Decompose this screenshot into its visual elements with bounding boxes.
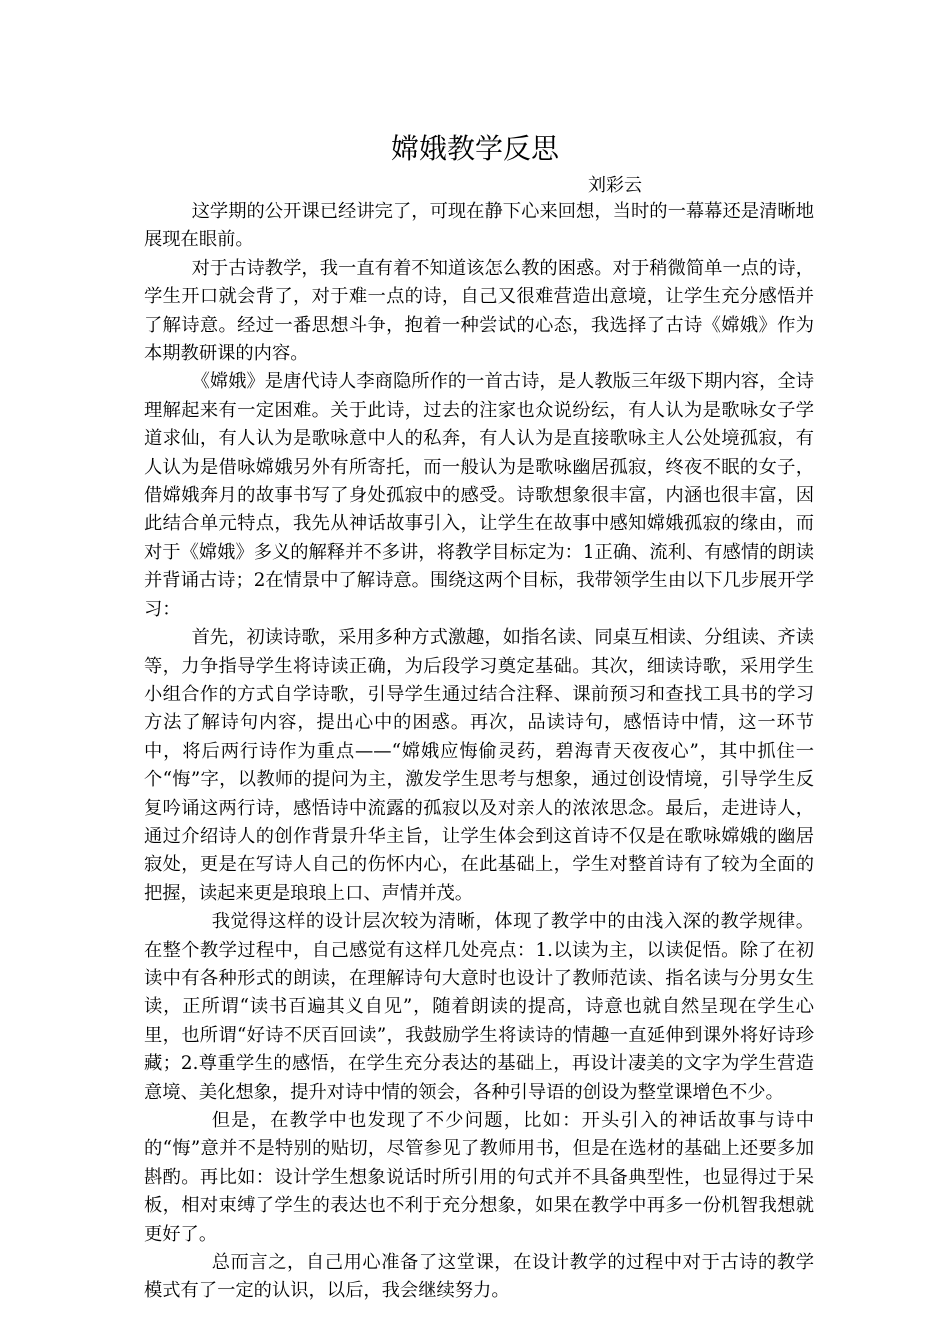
paragraph-conclusion: 总而言之，自己用心准备了这堂课，在设计教学的过程中对于古诗的教学模式有了一定的认识，以后，我会继续努力。 — [144, 1252, 814, 1302]
paragraph-confusion: 对于古诗教学，我一直有着不知道该怎么教的困惑。对于稍微简单一点的诗，学生开口就会背了，对于难一点的诗，自己又很难营造出意境，让学生充分感悟并了解诗意。经过一番思想斗争，抱着一种尝试的心态，我选择了古诗《嫦娥》作为本期教研课的内容。 — [144, 257, 814, 365]
paragraph-problems: 但是，在教学中也发现了不少问题，比如：开头引入的神话故事与诗中的“悔”意并不是特别的贴切，尽管参见了教师用书，但是在选材的基础上还要多加斟酌。再比如：设计学生想象说话时所引用的句式并不具备典型性，也显得过于呆板，相对束缚了学生的表达也不利于充分想象，如果在教学中再多一份机智我想就更好了。 — [144, 1110, 814, 1245]
document-title: 嫦娥教学反思 — [390, 132, 559, 165]
paragraph-poem-background: 《嫦娥》是唐代诗人李商隐所作的一首古诗，是人教版三年级下期内容，全诗理解起来有一定困难。关于此诗，过去的注家也众说纷纭，有人认为是歌咏女子学道求仙，有人认为是歌咏意中人的私奔，有人认为是直接歌咏主人公处境孤寂，有人认为是借咏嫦娥另外有所寄托，而一般认为是歌咏幽居孤寂，终夜不眠的女子，借嫦娥奔月的故事书写了身处孤寂中的感受。诗歌想象很丰富，内涵也很丰富，因此结合单元特点，我先从神话故事引入，让学生在故事中感知嫦娥孤寂的缘由，而对于《嫦娥》多义的解释并不多讲，将教学目标定为：1正确、流利、有感情的朗读并背诵古诗；2在情景中了解诗意。围绕这两个目标，我带领学生由以下几步展开学习： — [144, 371, 814, 620]
document-author: 刘彩云 — [588, 175, 642, 196]
document-body — [144, 198, 814, 1306]
paragraph-intro: 这学期的公开课已经讲完了，可现在静下心来回想，当时的一幕幕还是清晰地展现在眼前。 — [144, 201, 814, 251]
paragraph-highlights: 我觉得这样的设计层次较为清晰，体现了教学中的由浅入深的教学规律。在整个教学过程中，自己感觉有这样几处亮点：1.以读为主，以读促悟。除了在初读中有各种形式的朗读，在理解诗句大意时也设计了教师范读、指名读与分男女生读，正所谓“读书百遍其义自见”，随着朗读的提高，诗意也就自然呈现在学生心里，也所谓“好诗不厌百回读”，我鼓励学生将读诗的情趣一直延伸到课外将好诗珍藏；2.尊重学生的感悟，在学生充分表达的基础上，再设计凄美的文字为学生营造意境、美化想象，提升对诗中情的领会，各种引导语的创设为整堂课增色不少。 — [144, 911, 814, 1103]
paragraph-teaching-steps: 首先，初读诗歌，采用多种方式激趣，如指名读、同桌互相读、分组读、齐读等，力争指导学生将诗读正确，为后段学习奠定基础。其次，细读诗歌，采用学生小组合作的方式自学诗歌，引导学生通过结合注释、课前预习和查找工具书的学习方法了解诗句内容，提出心中的困惑。再次，品读诗句，感悟诗中情，这一环节中，将后两行诗作为重点——“嫦娥应悔偷灵药，碧海青天夜夜心”，其中抓住一个“悔”字，以教师的提问为主，激发学生思考与想象，通过创设情境，引导学生反复吟诵这两行诗，感悟诗中流露的孤寂以及对亲人的浓浓思念。最后，走进诗人，通过介绍诗人的创作背景升华主旨，让学生体会到这首诗不仅是在歌咏嫦娥的幽居寂处，更是在写诗人自己的伤怀内心，在此基础上，学生对整首诗有了较为全面的把握，读起来更是琅琅上口、声情并茂。 — [144, 627, 814, 904]
